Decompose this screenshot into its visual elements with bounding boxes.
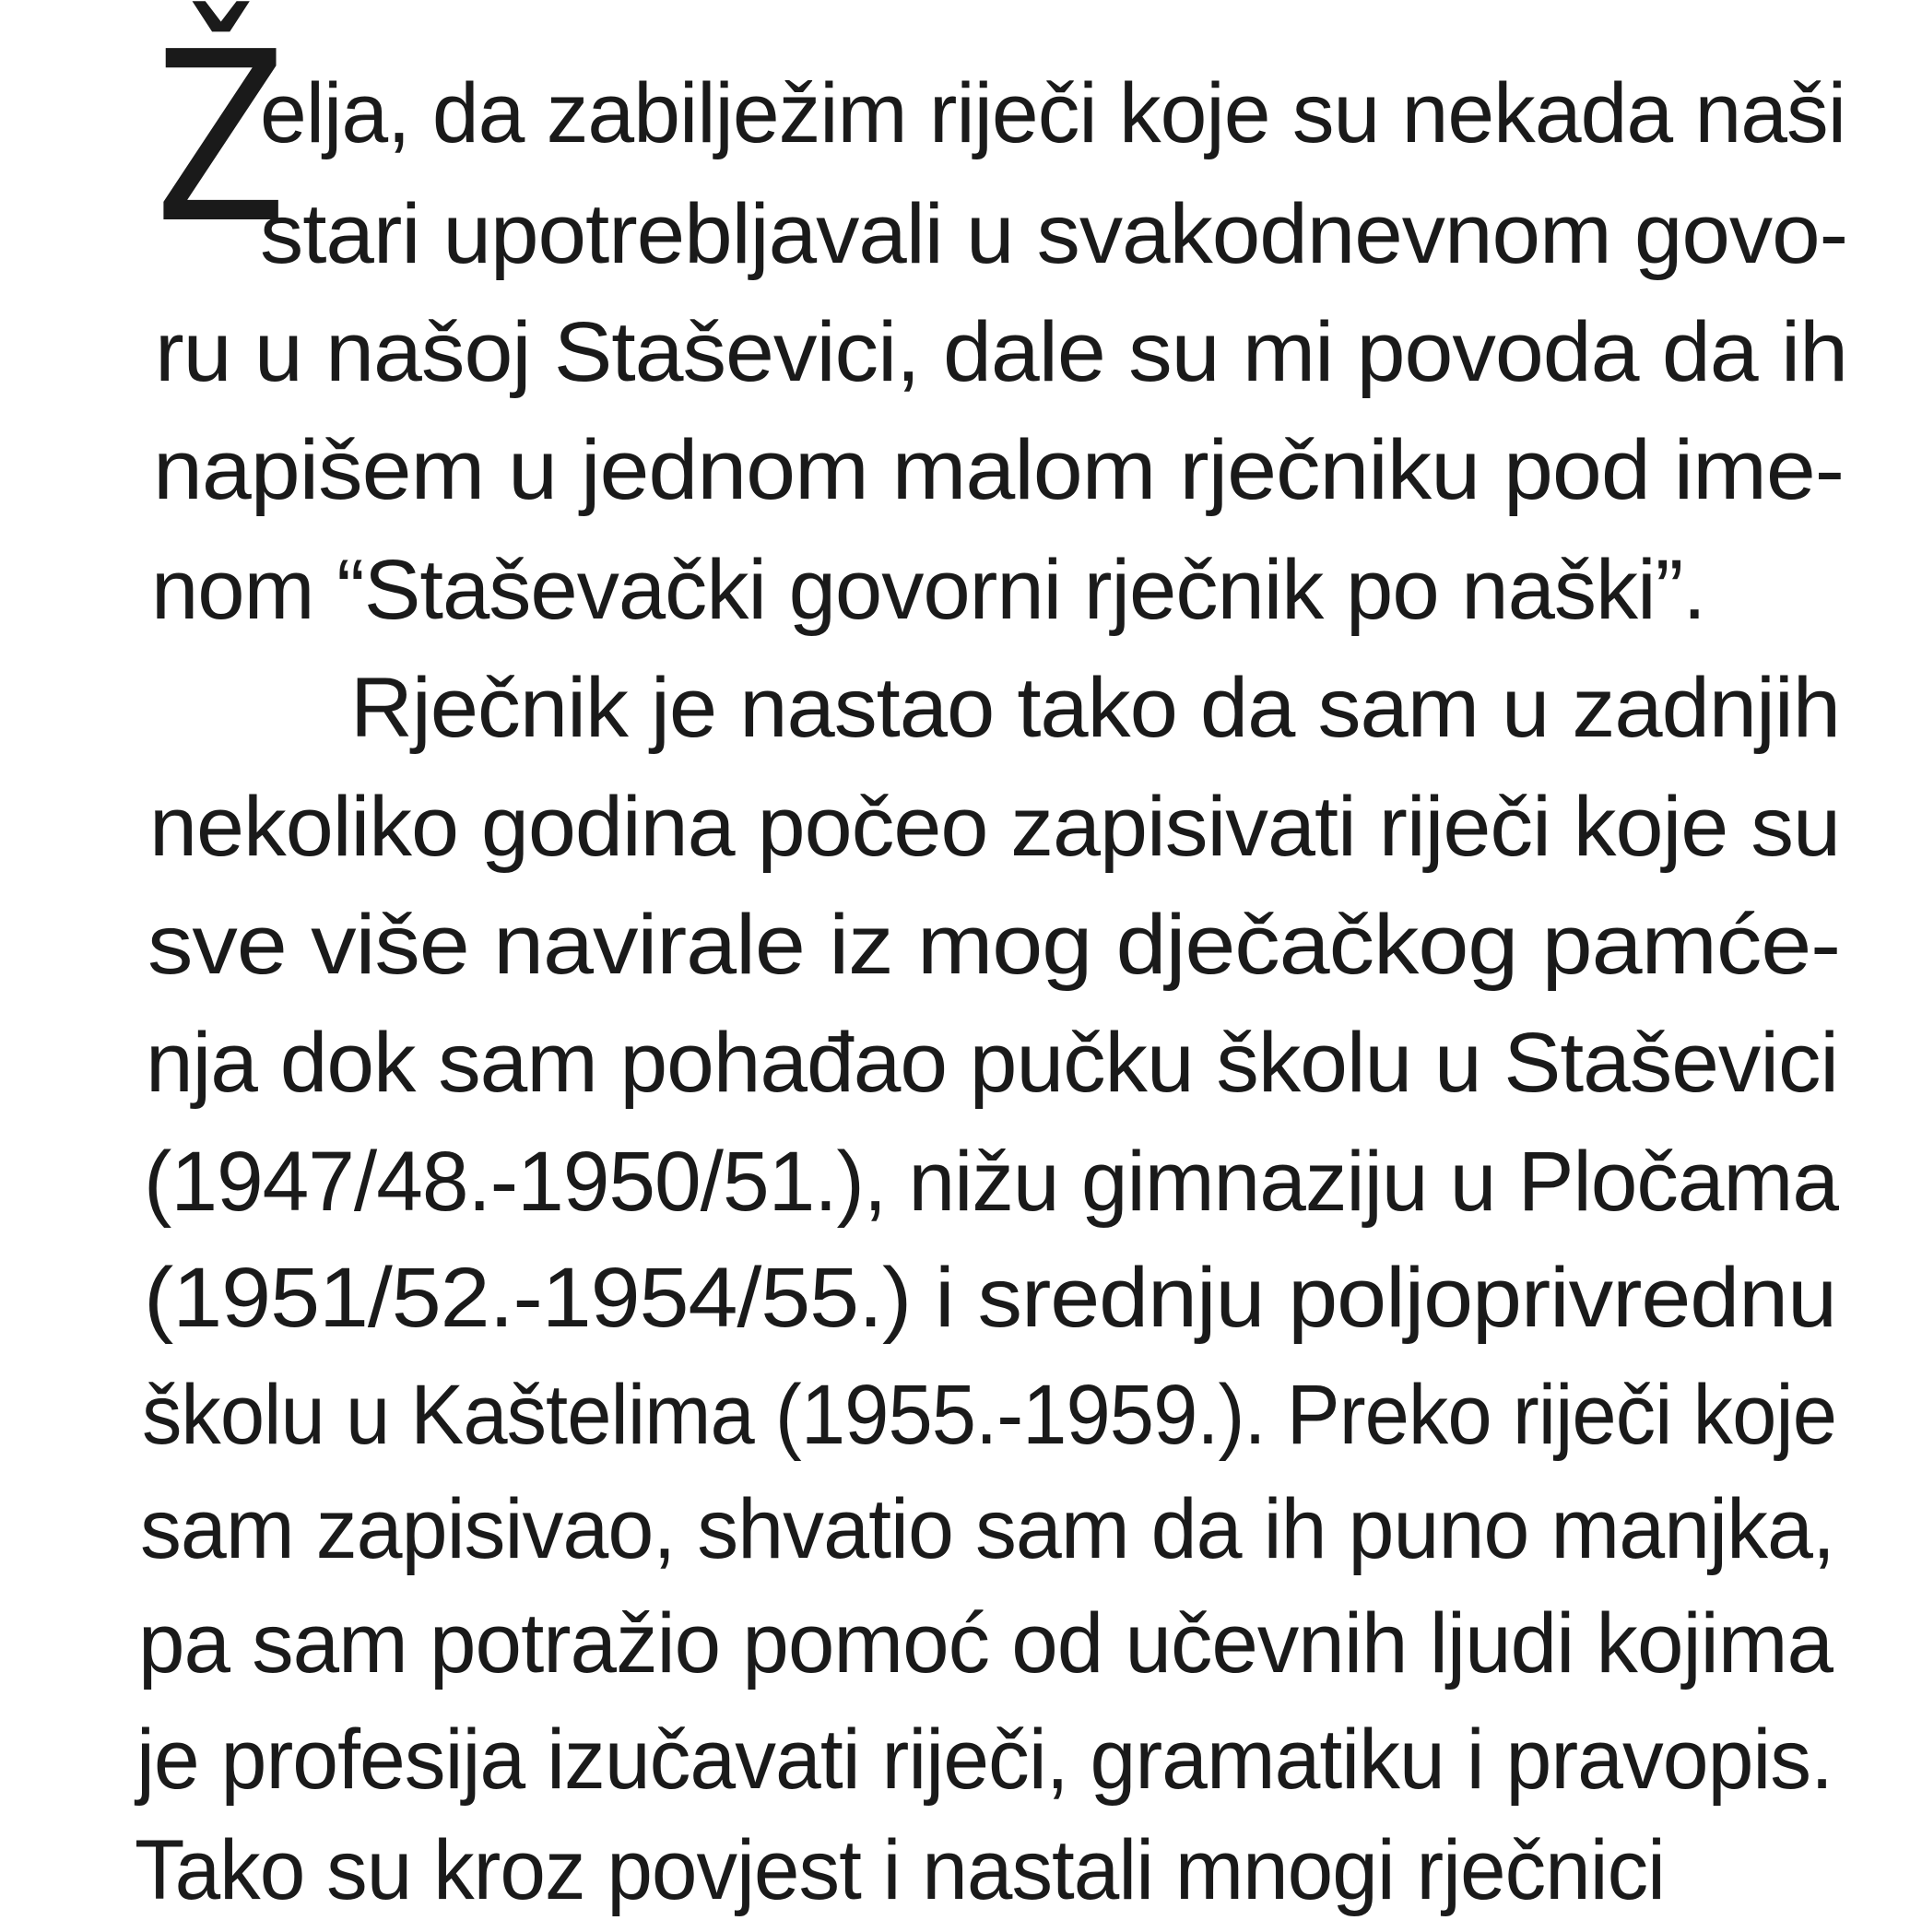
- text-line: [0, 1236, 1910, 1360]
- text-line: [0, 1353, 1910, 1477]
- text-line-content: stari upotrebljavali u svakodnevnom govo-: [260, 187, 1848, 281]
- text-line-content: (1951/52.-1954/55.) i srednju poljoprivrednu: [144, 1251, 1836, 1345]
- text-line-content: elja, da zabilježim riječi koje su nekada naši: [260, 66, 1845, 160]
- text-line: [0, 408, 1910, 532]
- text-line: [0, 646, 1910, 770]
- text-line-content: nekoliko godina počeo zapisivati riječi koje su: [149, 780, 1840, 874]
- text-line: [0, 1808, 1910, 1932]
- text-line: [0, 528, 1910, 652]
- drop-cap-letter: Ž: [155, 2, 288, 276]
- text-line-content: (1947/48.-1950/51.), nižu gimnaziju u Pločama: [144, 1135, 1838, 1229]
- text-line: [0, 1698, 1910, 1821]
- text-line: [0, 883, 1910, 1007]
- text-line: [0, 1120, 1910, 1243]
- text-line-content: Tako su kroz povjest i nastali mnogi rječnici: [135, 1823, 1665, 1917]
- text-line-content: školu u Kaštelima (1955.-1959.). Preko riječi koje: [142, 1368, 1836, 1462]
- text-line-content: sam zapisivao, shvatio sam da ih puno manjka,: [140, 1482, 1834, 1576]
- text-line: [0, 1467, 1910, 1591]
- text-line-content: sve više navirale iz mog dječačkog pamće-: [147, 898, 1840, 992]
- text-line-content: pa sam potražio pomoć od učevnih ljudi kojima: [138, 1596, 1833, 1690]
- text-line-content: nom “Staševački govorni rječnik po naški”.: [151, 543, 1705, 637]
- text-line: [0, 172, 1910, 296]
- text-line-content: Rječnik je nastao tako da sam u zadnjih: [350, 661, 1841, 755]
- text-line-content: je profesija izučavati riječi, gramatiku i pravopis.: [136, 1713, 1833, 1807]
- text-line: [0, 1001, 1910, 1125]
- text-line: [0, 765, 1910, 889]
- text-line: [0, 52, 1910, 175]
- text-line-content: ru u našoj Staševici, dale su mi povoda da ih: [155, 305, 1847, 399]
- text-line: [0, 1582, 1910, 1705]
- text-line: [0, 290, 1910, 414]
- text-line-content: nja dok sam pohađao pučku školu u Staševici: [146, 1016, 1838, 1110]
- text-line-content: napišem u jednom malom rječniku pod ime-: [153, 423, 1844, 517]
